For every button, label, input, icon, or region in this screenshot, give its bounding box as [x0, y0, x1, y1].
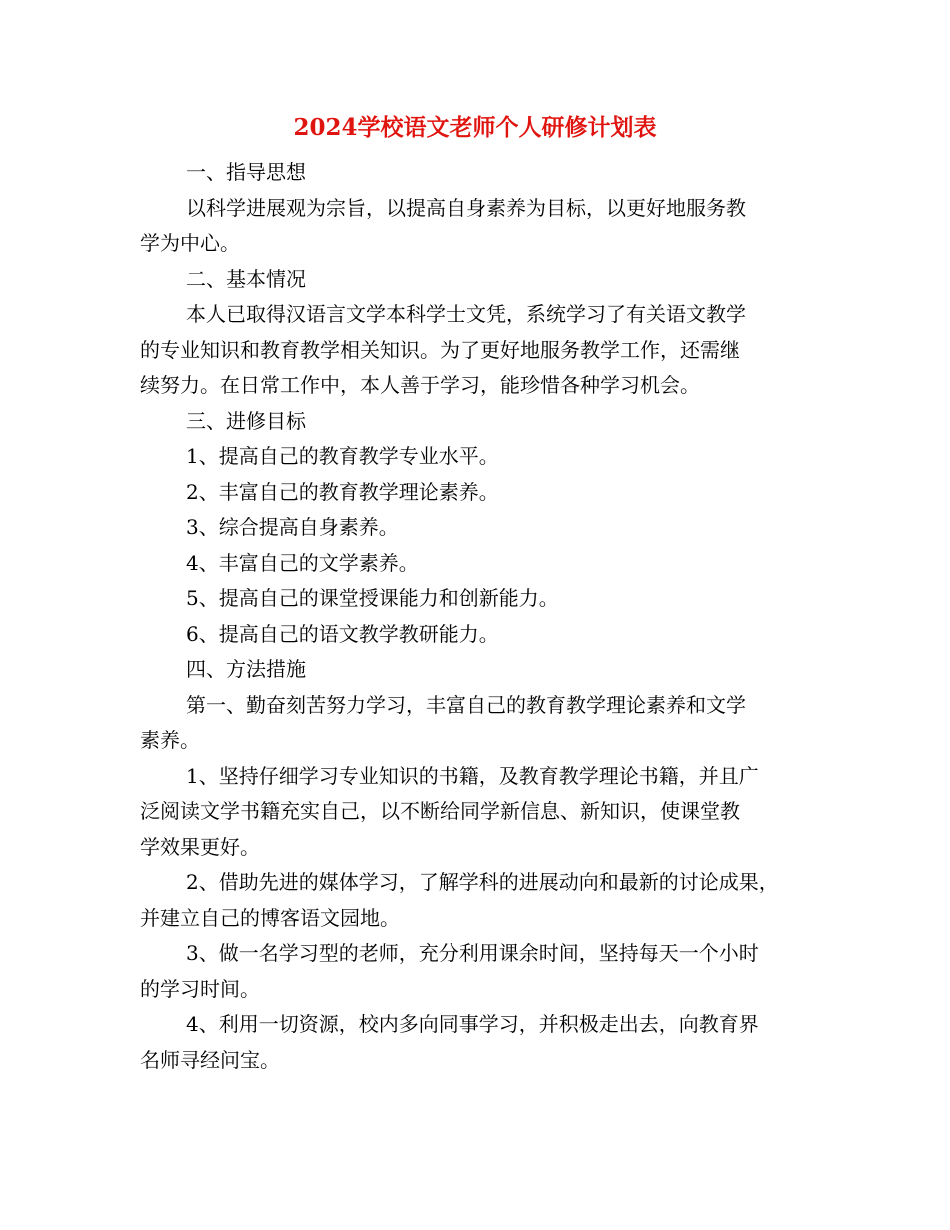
text-line: 2、丰富自己的教育教学理论素养。	[186, 479, 499, 504]
text-line: 学为中心。	[140, 231, 240, 255]
text-line: 5、提高自己的课堂授课能力和创新能力。	[186, 586, 559, 610]
text-line: 1、提高自己的教育教学专业水平。	[186, 444, 499, 468]
text-line: 3、做一名学习型的老师，充分利用课余时间，坚持每天一个小时	[186, 941, 759, 965]
text-line: 以科学进展观为宗旨，以提高自身素养为目标，以更好地服务教	[186, 195, 746, 220]
text-line: 4、利用一切资源，校内多向同事学习，并积极走出去，向教育界	[186, 1012, 759, 1036]
text-line: 的专业知识和教育教学相关知识。为了更好地服务教学工作，还需继	[140, 337, 740, 362]
text-line: 四、方法措施	[186, 657, 306, 681]
text-line: 泛阅读文学书籍充实自己，以不断给同学新信息、新知识，使课堂教	[140, 799, 740, 823]
text-line: 本人已取得汉语言文学本科学士文凭，系统学习了有关语文教学	[186, 302, 746, 326]
text-line: 第一、勤奋刻苦努力学习，丰富自己的教育教学理论素养和文学	[186, 692, 746, 717]
text-line: 二、基本情况	[186, 266, 306, 291]
text-line: 4、丰富自己的文学素养。	[186, 550, 419, 575]
text-line: 名师寻经问宝。	[140, 1047, 280, 1072]
text-line: 2、借助先进的媒体学习，了解学科的进展动向和最新的讨论成果，	[186, 870, 779, 894]
text-line: 3、综合提高自身素养。	[186, 515, 399, 539]
text-line: 并建立自己的博客语文园地。	[140, 905, 400, 930]
text-line: 三、进修目标	[186, 408, 306, 433]
text-line: 学效果更好。	[140, 834, 260, 859]
text-line: 的学习时间。	[140, 976, 260, 1001]
text-line: 1、坚持仔细学习专业知识的书籍，及教育教学理论书籍，并且广	[186, 763, 759, 788]
text-line: 续努力。在日常工作中，本人善于学习，能珍惜各种学习机会。	[140, 373, 700, 397]
text-line: 一、指导思想	[186, 160, 306, 184]
document-body	[140, 155, 810, 1078]
document-title: 2024学校语文老师个人研修计划表	[293, 114, 657, 141]
text-line: 素养。	[140, 728, 200, 752]
text-line: 6、提高自己的语文教学教研能力。	[186, 621, 499, 646]
